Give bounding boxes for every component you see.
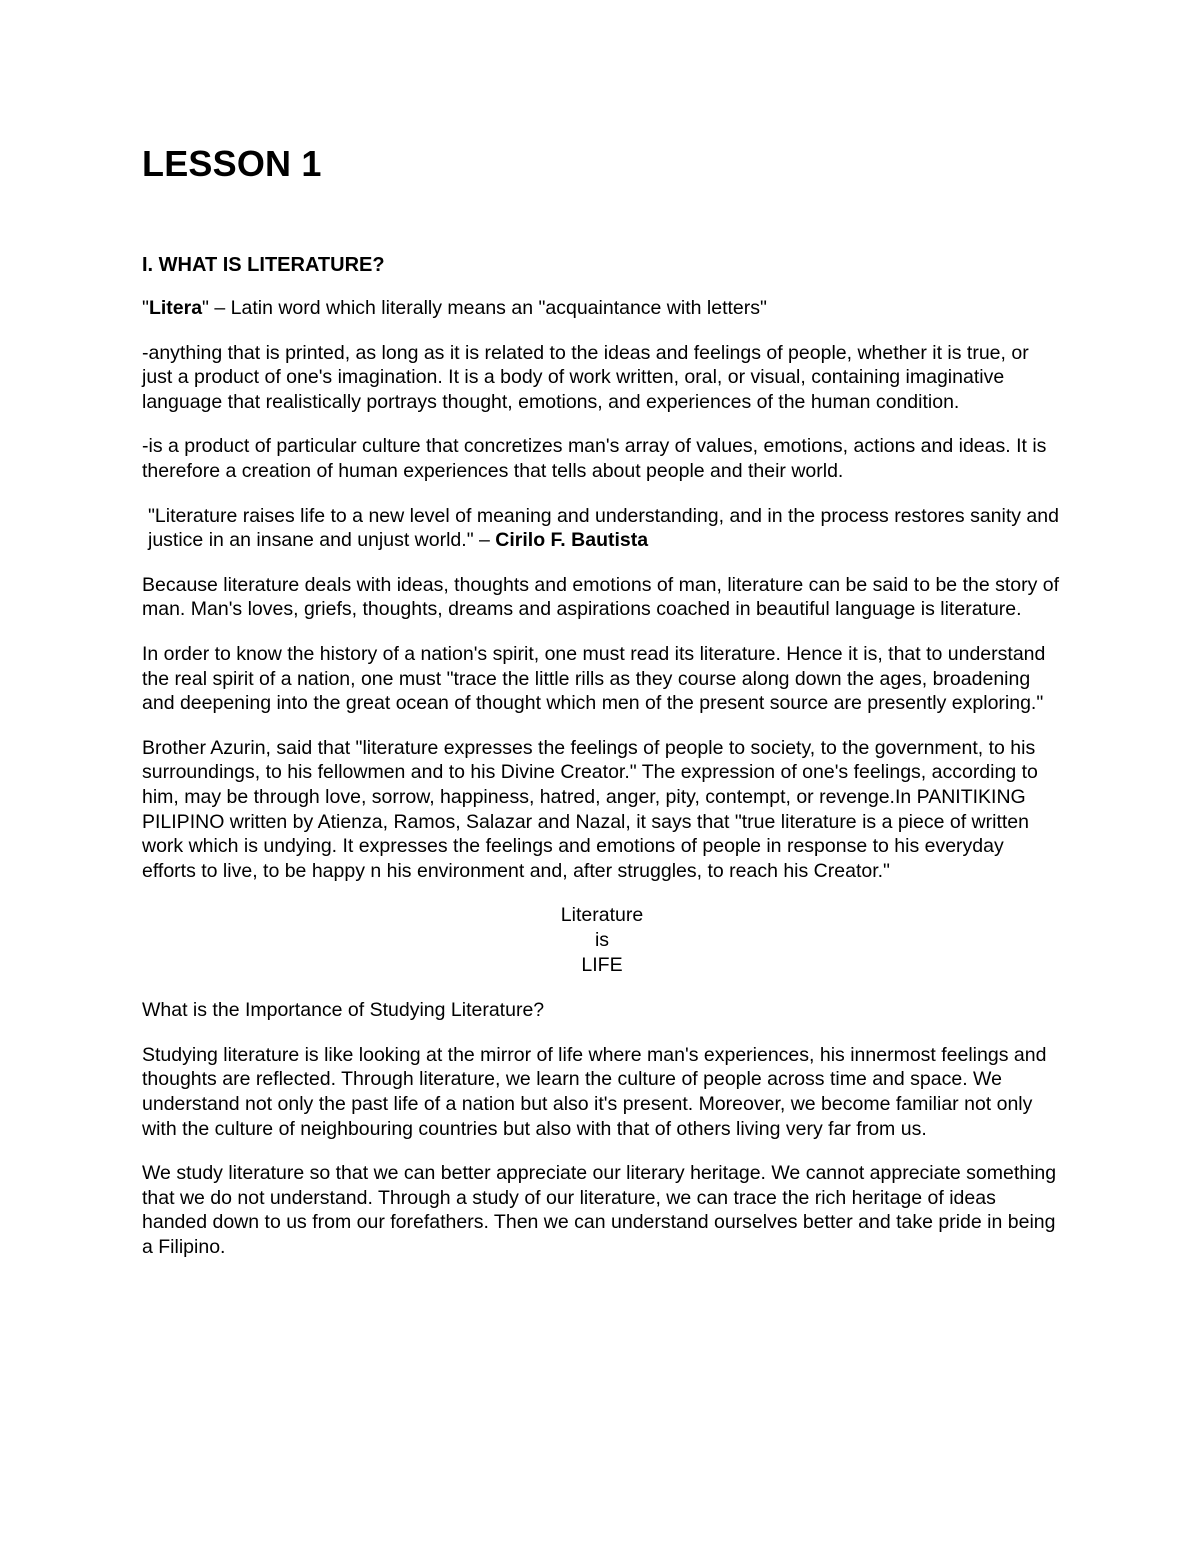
definition-open-quote: "	[142, 297, 149, 319]
quote-text: "Literature raises life to a new level of meaning and understanding, and in the process restores sanity and justice in an insane and unjust world." –	[148, 504, 1059, 552]
definition-paragraph	[142, 296, 1062, 321]
literature-is-life-motto	[142, 903, 1062, 978]
paragraph-brother-azurin: Brother Azurin, said that "literature expresses the feelings of people to society, to the government, to his surroundings, to his fellowmen and to his Divine Creator." The expression of one's feelings, according to him, may be through love, sorrow, happiness, hatred, anger, pity, contempt, or revenge.In PANITIKING PILIPINO written by Atienza, Ramos, Salazar and Nazal, it says that "true literature is a piece of written work which is undying. It expresses the feelings and emotions of people in response to his everyday efforts to live, to be happy n his environment and, after struggles, to reach his Creator."	[142, 736, 1038, 882]
paragraph-nations-spirit: In order to know the history of a nation's spirit, one must read its literature. Hence it is, that to understand the real spirit of a nation, one must "trace the little rills as they course along down the ages, broadening and deepening into the great ocean of thought which men of the present source are presently exploring."	[142, 642, 1046, 715]
definition-text: " – Latin word which literally means an "acquaintance with letters"	[202, 297, 767, 319]
motto-line-1: Literature	[560, 904, 644, 927]
paragraph-anything-printed: -anything that is printed, as long as it is related to the ideas and feelings of people, whether it is true, or just a product of one's imagination. It is a body of work written, oral, or visual, containing imaginative language that realistically portrays thought, emotions, and experiences of the human condition.	[142, 341, 1029, 413]
paragraph-product-of-culture: -is a product of particular culture that concretizes man's array of values, emotions, actions and ideas. It is therefore a creation of human experiences that tells about people and their world.	[142, 435, 1047, 482]
paragraph-mirror-of-life: Studying literature is like looking at the mirror of life where man's experiences, his innermost feelings and thoughts are reflected. Through literature, we learn the culture of people across time and space. We understand not only the past life of a nation but also it's present. Moreover, we become familiar not only with the culture of neighbouring countries but also with that of others living very far from us.	[142, 1043, 1047, 1140]
section-heading: I. WHAT IS LITERATURE?	[142, 254, 385, 276]
motto-line-2: is	[594, 929, 610, 952]
motto-line-3: LIFE	[581, 954, 623, 977]
document-page	[142, 140, 1062, 1260]
paragraph-story-of-man: Because literature deals with ideas, thoughts and emotions of man, literature can be said to be the story of man. Man's loves, griefs, thoughts, dreams and aspirations coached in beautiful language is literature.	[142, 573, 1060, 621]
paragraph-literary-heritage: We study literature so that we can better appreciate our literary heritage. We cannot appreciate something that we do not understand. Through a study of our literature, we can trace the rich heritage of ideas handed down to us from our forefathers. Then we can understand ourselves better and take pride in being a Filipino.	[142, 1162, 1057, 1259]
lesson-title: LESSON 1	[142, 143, 322, 184]
definition-term: Litera	[148, 297, 203, 319]
bautista-quote	[142, 504, 1062, 553]
importance-question: What is the Importance of Studying Literature?	[142, 999, 545, 1022]
quote-author: Cirilo F. Bautista	[495, 529, 649, 552]
